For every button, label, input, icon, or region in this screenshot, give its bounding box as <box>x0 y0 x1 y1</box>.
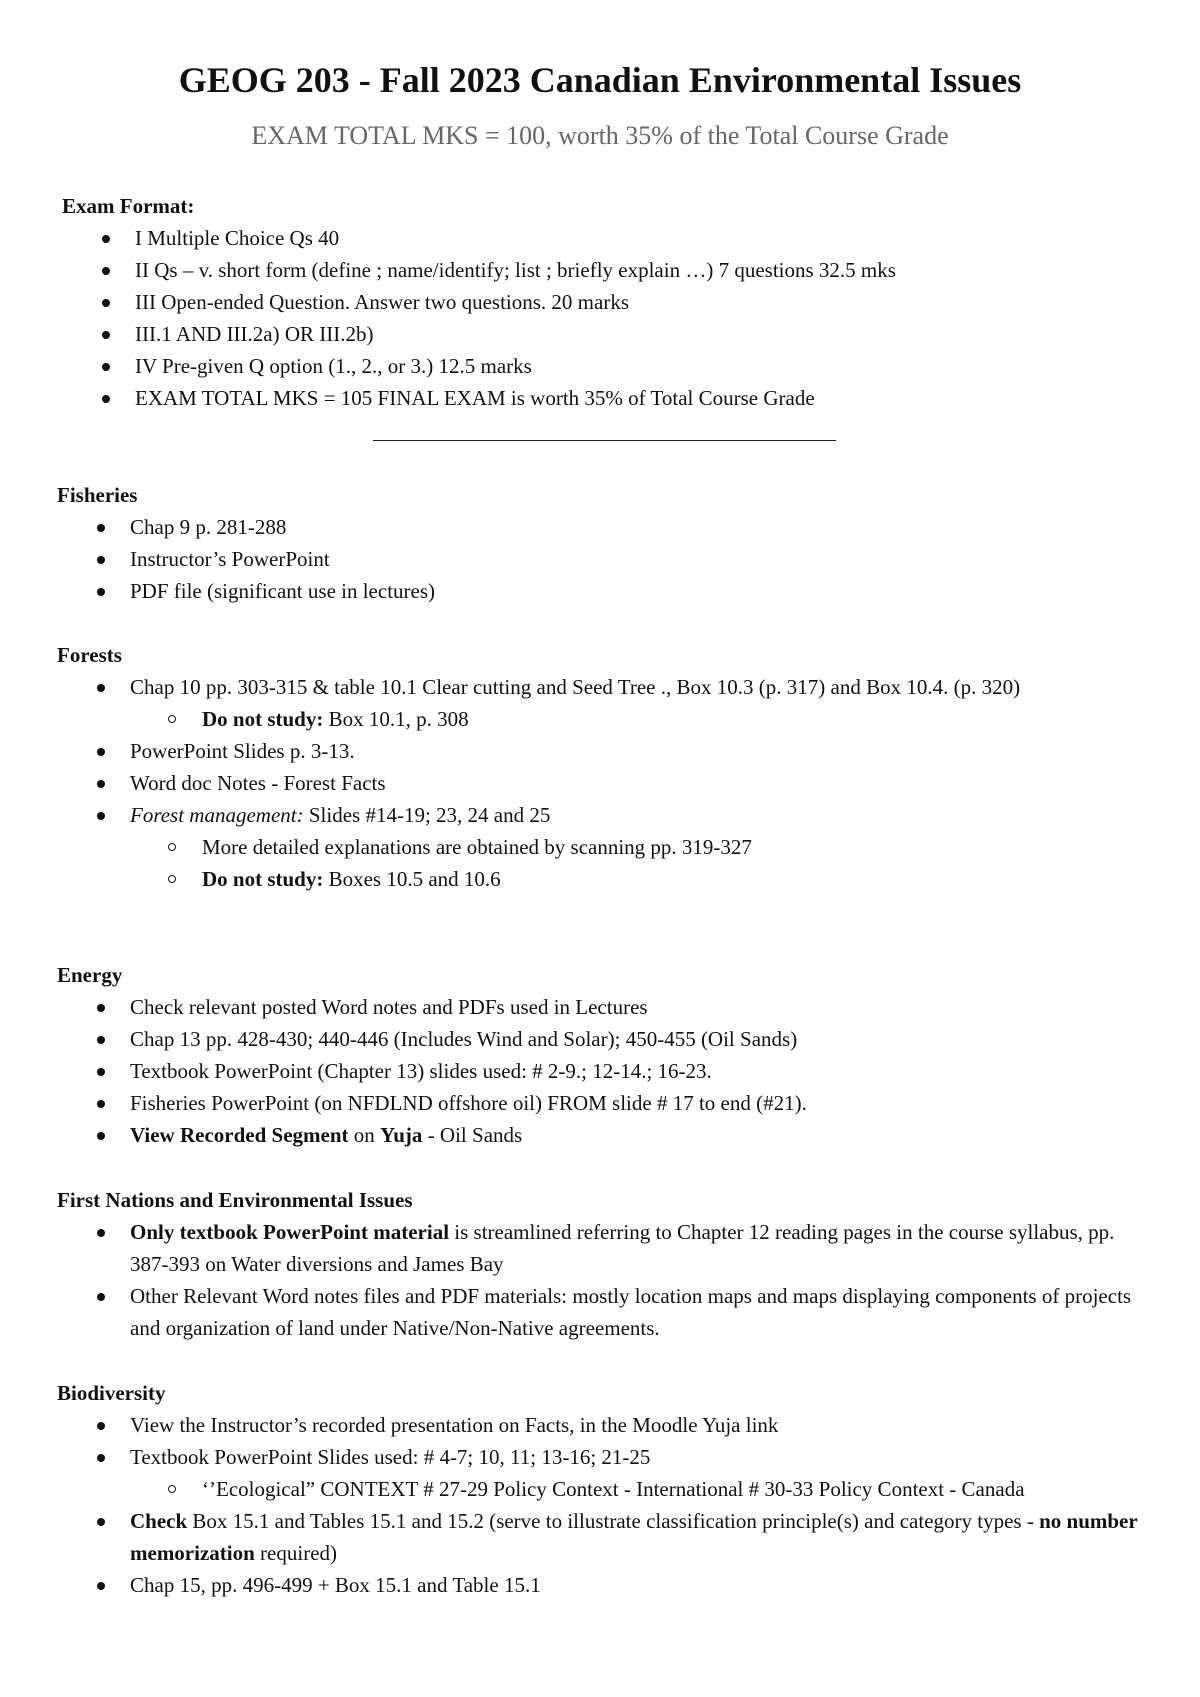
list-item: Word doc Notes - Forest Facts <box>57 767 1157 799</box>
list-item: Chap 9 p. 281-288 <box>57 511 1157 543</box>
item-text: - Oil Sands <box>422 1123 523 1147</box>
fisheries-list <box>57 511 1157 607</box>
forests-section <box>57 639 1157 895</box>
fisheries-heading: Fisheries <box>57 483 138 507</box>
forests-list <box>57 671 1157 895</box>
emphasis-text: no number memorization <box>130 1509 1138 1565</box>
energy-heading: Energy <box>57 963 123 987</box>
biodiversity-list <box>57 1409 1157 1601</box>
energy-list <box>57 991 1157 1151</box>
emphasis-text: View Recorded Segment <box>130 1123 349 1147</box>
emphasis-text: Do not study: <box>202 867 324 891</box>
list-item: III Open-ended Question. Answer two questions. 20 marks <box>62 286 1162 318</box>
item-text: Boxes 10.5 and 10.6 <box>323 867 501 891</box>
energy-section <box>57 959 1157 1151</box>
biodiversity-heading: Biodiversity <box>57 1381 166 1405</box>
sub-list-item <box>57 703 1157 735</box>
list-item: I Multiple Choice Qs 40 <box>62 222 1162 254</box>
sub-list-item: More detailed explanations are obtained by scanning pp. 319-327 <box>57 831 1157 863</box>
list-item: EXAM TOTAL MKS = 105 FINAL EXAM is worth 35% of Total Course Grade <box>62 382 1162 414</box>
emphasis-text: Forest management: <box>130 803 304 827</box>
list-item <box>57 1505 1157 1569</box>
item-text: Box 10.1, p. 308 <box>323 707 469 731</box>
emphasis-text: Do not study: <box>202 707 324 731</box>
exam-format-heading: Exam Format: <box>62 194 195 218</box>
list-item: Textbook PowerPoint (Chapter 13) slides used: # 2-9.; 12-14.; 16-23. <box>57 1055 1157 1087</box>
list-item: Instructor’s PowerPoint <box>57 543 1157 575</box>
list-item: III.1 AND III.2a) OR III.2b) <box>62 318 1162 350</box>
list-item: Check relevant posted Word notes and PDFs used in Lectures <box>57 991 1157 1023</box>
item-text: Slides #14-19; 23, 24 and 25 <box>303 803 551 827</box>
list-item: PDF file (significant use in lectures) <box>57 575 1157 607</box>
list-item: Chap 15, pp. 496-499 + Box 15.1 and Table 15.1 <box>57 1569 1157 1601</box>
list-item: II Qs – v. short form (define ; name/identify; list ; briefly explain …) 7 questions 32.5 mks <box>62 254 1162 286</box>
list-item <box>57 1119 1157 1151</box>
item-text: is streamlined referring to Chapter 12 reading pages in the course syllabus, pp. 387-393 on Water diversions and James Bay <box>130 1220 1115 1276</box>
emphasis-text: Yuja <box>380 1123 423 1147</box>
item-text: on <box>348 1123 381 1147</box>
sub-list-item <box>57 863 1157 895</box>
emphasis-text: Only textbook PowerPoint material <box>130 1220 450 1244</box>
fisheries-section <box>57 479 1157 607</box>
biodiversity-section <box>57 1377 1157 1601</box>
first-nations-list <box>57 1216 1157 1344</box>
list-item: IV Pre-given Q option (1., 2., or 3.) 12.5 marks <box>62 350 1162 382</box>
exam-format-list <box>62 222 1162 414</box>
list-item: Chap 13 pp. 428-430; 440-446 (Includes Wind and Solar); 450-455 (Oil Sands) <box>57 1023 1157 1055</box>
list-item: View the Instructor’s recorded presentation on Facts, in the Moodle Yuja link <box>57 1409 1157 1441</box>
item-text: Box 15.1 and Tables 15.1 and 15.2 (serve to illustrate classification principle(s) and category types - <box>187 1509 1040 1533</box>
emphasis-text: Check <box>130 1509 188 1533</box>
first-nations-section <box>57 1184 1157 1344</box>
list-item: Textbook PowerPoint Slides used: # 4-7; 10, 11; 13-16; 21-25 <box>57 1441 1157 1473</box>
sub-list-item: ‘’Ecological” CONTEXT # 27-29 Policy Context - International # 30-33 Policy Context - Canada <box>57 1473 1157 1505</box>
item-text: required) <box>254 1541 338 1565</box>
list-item: Chap 10 pp. 303-315 & table 10.1 Clear cutting and Seed Tree ., Box 10.3 (p. 317) and Box 10.4. (p. 320) <box>57 671 1157 703</box>
list-item: Fisheries PowerPoint (on NFDLND offshore oil) FROM slide # 17 to end (#21). <box>57 1087 1157 1119</box>
document-subtitle: EXAM TOTAL MKS = 100, worth 35% of the Total Course Grade <box>251 121 949 150</box>
exam-format-section <box>62 190 1162 414</box>
list-item: Other Relevant Word notes files and PDF materials: mostly location maps and maps displaying components of projects and organization of land under Native/Non-Native agreements. <box>57 1280 1157 1344</box>
document-title: GEOG 203 - Fall 2023 Canadian Environmental Issues <box>178 60 1022 100</box>
section-divider <box>373 440 836 441</box>
list-item <box>57 799 1157 831</box>
list-item: PowerPoint Slides p. 3-13. <box>57 735 1157 767</box>
forests-heading: Forests <box>57 643 122 667</box>
first-nations-heading: First Nations and Environmental Issues <box>57 1188 413 1212</box>
list-item <box>57 1216 1157 1280</box>
